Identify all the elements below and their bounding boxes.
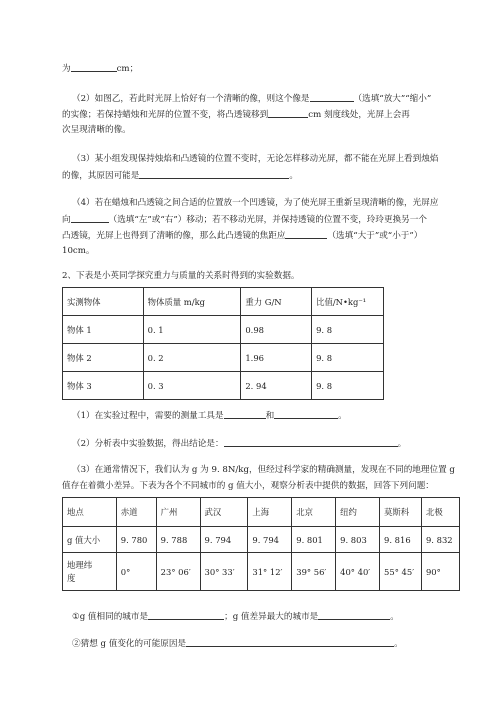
carryover-line: 为 cm； — [62, 64, 139, 74]
table-cell: 9. 8 — [312, 372, 384, 400]
table-cell: 武汉 — [200, 498, 248, 527]
q2-line-1: （2）如图乙，若此时光屏上恰好有一个清晰的像，则这个像是 （选填“放大”“缩小” — [72, 94, 432, 104]
qa-line: ①g 值相同的城市是 ；g 值差异最大的城市是 。 — [72, 612, 399, 622]
table-cell: 9. 803 — [336, 527, 380, 553]
table-row — [63, 498, 460, 527]
table-cell: 0. 3 — [143, 372, 241, 400]
table-cell: 40° 40′ — [336, 553, 380, 591]
table-header-cell: 物体质量 m/kg — [143, 288, 241, 316]
answer-blank[interactable] — [285, 229, 327, 239]
answer-blank[interactable] — [71, 213, 109, 223]
table-cell: 物体 2 — [63, 344, 144, 372]
table-row — [63, 372, 384, 400]
answer-blank[interactable] — [318, 610, 390, 620]
q2-line-2: 的实像；若保持蜡烛和光屏的位置不变，将凸透镜移到 cm 刻度线处，光屏上会再 — [62, 110, 410, 120]
table-cell: 9. 794 — [248, 527, 292, 553]
table-cell: 9. 8 — [312, 344, 384, 372]
table-cell: 上海 — [248, 498, 292, 527]
answer-blank[interactable] — [274, 409, 338, 419]
table-cell: 北京 — [292, 498, 336, 527]
qb-line: ②猜想 g 值变化的可能原因是 。 — [72, 639, 403, 649]
table-cell: 39° 56′ — [292, 553, 336, 591]
table-cell: 0.98 — [241, 316, 312, 344]
p3-line-2: 值存在着微小差异。下表为各个不同城市的 g 值大小，观察分析表中提供的数据，回答下列问题： — [62, 481, 434, 491]
table-header-cell: 比值/N•kg⁻¹ — [312, 288, 384, 316]
table-cell: 9. 794 — [200, 527, 248, 553]
q4-line-1: （4）若在蜡烛和凸透镜之间合适的位置放一个凹透镜，为了使光屏王重新呈现清晰的像，光屏应 — [72, 198, 439, 208]
table-row — [63, 527, 460, 553]
table-row — [63, 553, 460, 591]
mass-weight-table — [62, 287, 384, 400]
q3-line-2: 的像，其原因可能是 。 — [62, 171, 298, 181]
table-row — [63, 316, 384, 344]
table-cell: 广州 — [156, 498, 200, 527]
answer-blank[interactable] — [139, 169, 289, 179]
table-cell: 9. 832 — [421, 527, 459, 553]
table-cell: 9. 8 — [312, 316, 384, 344]
table-cell: 31° 12′ — [248, 553, 292, 591]
answer-blank[interactable] — [224, 409, 266, 419]
table-cell: 30° 33′ — [200, 553, 248, 591]
table-cell: g 值大小 — [63, 527, 117, 553]
answer-blank[interactable] — [224, 437, 398, 447]
answer-blank[interactable] — [310, 92, 354, 102]
answer-blank[interactable] — [268, 108, 308, 118]
answer-blank[interactable] — [148, 610, 224, 620]
table-row — [63, 344, 384, 372]
q4-line-3: 凸透镜，光屏上也得到了清晰的像，那么此凸透镜的焦距应 （选填“大于”或“小于”） — [62, 231, 423, 241]
q4-line-2: 向 （选填“左”或“右”）移动；若不移动光屏，并保持透镜的位置不变，玲玲更换另一个 — [62, 215, 427, 225]
table-cell: 0. 1 — [143, 316, 241, 344]
table-cell: 55° 45′ — [380, 553, 422, 591]
table-cell: 9. 780 — [116, 527, 156, 553]
table-cell: 物体 3 — [63, 372, 144, 400]
table-cell: 0° — [116, 553, 156, 591]
answer-blank[interactable] — [71, 62, 117, 72]
table-cell: 物体 1 — [63, 316, 144, 344]
table-cell: 90° — [421, 553, 459, 591]
answer-blank[interactable] — [186, 637, 394, 647]
p1-line: （1）在实验过程中，需要的测量工具是 和 。 — [72, 411, 347, 421]
table-cell: 2. 94 — [241, 372, 312, 400]
table-cell: 地点 — [63, 498, 117, 527]
p3-line-1: （3）在通常情况下，我们认为 g 为 9. 8N/kg，但经过科学家的精确测量，发现在不同的地理位置 g — [72, 465, 455, 475]
table-cell: 9. 801 — [292, 527, 336, 553]
table-cell: 9. 788 — [156, 527, 200, 553]
q2-line-3: 次呈现清晰的像。 — [62, 125, 131, 135]
table-cell: 23° 06′ — [156, 553, 200, 591]
table-header-row — [63, 288, 384, 316]
q3-line-1: （3）某小组发现保持烛焰和凸透镜的位置不变时，无论怎样移动光屏，都不能在光屏上看到烛焰 — [72, 154, 439, 164]
table-cell: 1.96 — [241, 344, 312, 372]
table-header-cell: 重力 G/N — [241, 288, 312, 316]
g-value-table — [62, 497, 460, 591]
section2-title: 2、下表是小英同学探究重力与质量的关系时得到的实验数据。 — [62, 271, 300, 281]
table-cell: 赤道 — [116, 498, 156, 527]
table-cell: 北极 — [421, 498, 459, 527]
table-cell: 0. 2 — [143, 344, 241, 372]
p2-line: （2）分析表中实验数据，得出结论是： 。 — [72, 439, 407, 449]
table-cell: 9. 816 — [380, 527, 422, 553]
q4-line-4: 10cm。 — [62, 246, 95, 256]
table-cell: 莫斯科 — [380, 498, 422, 527]
table-header-cell: 实测物体 — [63, 288, 144, 316]
table-cell: 纽约 — [336, 498, 380, 527]
table-cell: 地理纬 度 — [63, 553, 117, 591]
